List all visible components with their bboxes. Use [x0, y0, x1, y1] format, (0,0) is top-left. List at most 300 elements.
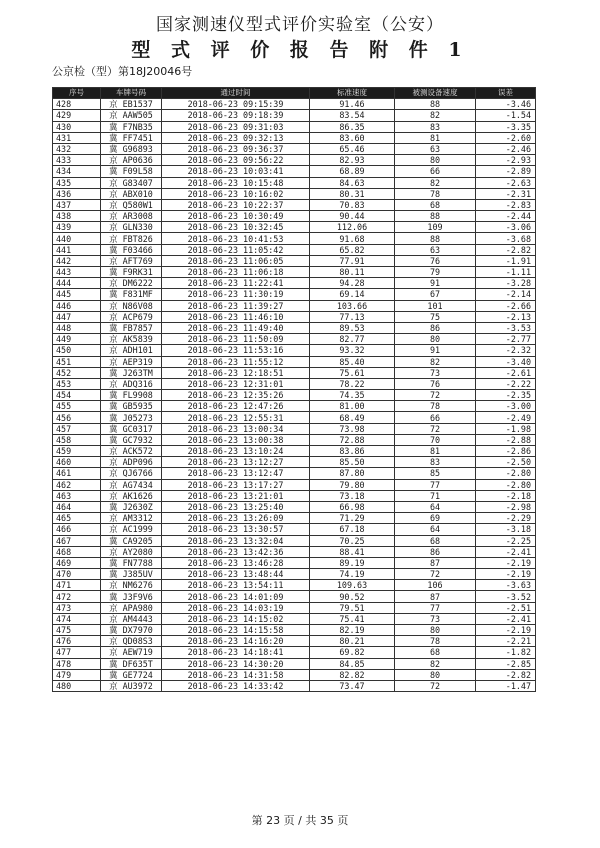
cell-measured-speed: 106 [395, 580, 476, 591]
cell-time: 2018-06-23 09:56:22 [162, 155, 310, 166]
table-row [53, 625, 536, 636]
cell-plate: 京 ABX010 [101, 188, 162, 199]
cell-standard-speed: 90.44 [310, 211, 395, 222]
cell-error: -1.54 [476, 110, 536, 121]
cell-index: 478 [53, 658, 101, 669]
cell-time: 2018-06-23 13:00:38 [162, 434, 310, 445]
table-row [53, 557, 536, 568]
cell-plate: 京 DM6222 [101, 278, 162, 289]
cell-error: -3.18 [476, 524, 536, 535]
cell-index: 445 [53, 289, 101, 300]
table-row [53, 658, 536, 669]
cell-standard-speed: 71.29 [310, 513, 395, 524]
cell-time: 2018-06-23 14:31:58 [162, 669, 310, 680]
cell-index: 455 [53, 401, 101, 412]
cell-index: 446 [53, 300, 101, 311]
document-number: 公京检（型）第18J20046号 [52, 65, 193, 78]
cell-error: -2.86 [476, 446, 536, 457]
cell-error: -2.46 [476, 143, 536, 154]
cell-index: 453 [53, 378, 101, 389]
cell-standard-speed: 84.63 [310, 177, 395, 188]
cell-plate: 京 FBT826 [101, 233, 162, 244]
cell-index: 468 [53, 546, 101, 557]
table-row [53, 211, 536, 222]
cell-index: 447 [53, 311, 101, 322]
cell-error: -2.98 [476, 501, 536, 512]
cell-measured-speed: 80 [395, 155, 476, 166]
cell-measured-speed: 109 [395, 222, 476, 233]
cell-error: -2.44 [476, 211, 536, 222]
cell-time: 2018-06-23 13:12:27 [162, 457, 310, 468]
cell-standard-speed: 73.18 [310, 490, 395, 501]
cell-plate: 冀 GB5935 [101, 401, 162, 412]
cell-plate: 冀 GC7932 [101, 434, 162, 445]
cell-time: 2018-06-23 13:12:47 [162, 468, 310, 479]
cell-measured-speed: 67 [395, 289, 476, 300]
cell-measured-speed: 80 [395, 625, 476, 636]
cell-plate: 冀 F09L58 [101, 166, 162, 177]
cell-index: 450 [53, 345, 101, 356]
cell-plate: 京 AP0636 [101, 155, 162, 166]
cell-error: -2.35 [476, 390, 536, 401]
cell-time: 2018-06-23 12:35:26 [162, 390, 310, 401]
cell-plate: 京 ACK572 [101, 446, 162, 457]
table-row [53, 132, 536, 143]
table-body [53, 99, 536, 692]
cell-index: 469 [53, 557, 101, 568]
cell-error: -1.98 [476, 423, 536, 434]
cell-measured-speed: 82 [395, 658, 476, 669]
cell-time: 2018-06-23 10:16:02 [162, 188, 310, 199]
cell-error: -2.83 [476, 199, 536, 210]
table-row [53, 423, 536, 434]
cell-standard-speed: 112.06 [310, 222, 395, 233]
cell-standard-speed: 77.13 [310, 311, 395, 322]
cell-standard-speed: 69.82 [310, 647, 395, 658]
speed-records-table [52, 87, 536, 692]
cell-standard-speed: 78.22 [310, 378, 395, 389]
cell-standard-speed: 89.53 [310, 322, 395, 333]
cell-standard-speed: 69.14 [310, 289, 395, 300]
cell-error: -2.21 [476, 636, 536, 647]
table-row [53, 177, 536, 188]
cell-measured-speed: 78 [395, 636, 476, 647]
cell-measured-speed: 78 [395, 401, 476, 412]
cell-plate: 京 G83407 [101, 177, 162, 188]
cell-time: 2018-06-23 14:15:58 [162, 625, 310, 636]
cell-measured-speed: 73 [395, 613, 476, 624]
cell-standard-speed: 91.68 [310, 233, 395, 244]
cell-measured-speed: 87 [395, 557, 476, 568]
cell-index: 472 [53, 591, 101, 602]
cell-plate: 京 Q580W1 [101, 199, 162, 210]
cell-standard-speed: 74.35 [310, 390, 395, 401]
cell-plate: 京 GLN330 [101, 222, 162, 233]
cell-standard-speed: 83.54 [310, 110, 395, 121]
cell-standard-speed: 80.31 [310, 188, 395, 199]
cell-error: -2.85 [476, 658, 536, 669]
cell-index: 473 [53, 602, 101, 613]
table-row [53, 199, 536, 210]
col-header-plate: 车牌号码 [101, 88, 162, 99]
cell-index: 454 [53, 390, 101, 401]
cell-measured-speed: 69 [395, 513, 476, 524]
cell-error: -2.51 [476, 602, 536, 613]
cell-index: 443 [53, 267, 101, 278]
cell-measured-speed: 77 [395, 602, 476, 613]
cell-standard-speed: 83.86 [310, 446, 395, 457]
cell-time: 2018-06-23 13:48:44 [162, 569, 310, 580]
cell-index: 451 [53, 356, 101, 367]
cell-error: -2.31 [476, 188, 536, 199]
cell-measured-speed: 77 [395, 479, 476, 490]
cell-measured-speed: 72 [395, 680, 476, 691]
table-row [53, 334, 536, 345]
cell-time: 2018-06-23 11:22:41 [162, 278, 310, 289]
cell-error: -2.41 [476, 546, 536, 557]
cell-plate: 京 ADH101 [101, 345, 162, 356]
cell-time: 2018-06-23 09:36:37 [162, 143, 310, 154]
table-row [53, 680, 536, 691]
cell-index: 437 [53, 199, 101, 210]
table-row [53, 524, 536, 535]
cell-index: 436 [53, 188, 101, 199]
cell-index: 460 [53, 457, 101, 468]
cell-index: 448 [53, 322, 101, 333]
cell-index: 458 [53, 434, 101, 445]
cell-time: 2018-06-23 10:03:41 [162, 166, 310, 177]
cell-error: -2.77 [476, 334, 536, 345]
table-row [53, 669, 536, 680]
cell-index: 457 [53, 423, 101, 434]
cell-error: -2.18 [476, 490, 536, 501]
cell-plate: 冀 F7NB35 [101, 121, 162, 132]
cell-measured-speed: 63 [395, 143, 476, 154]
cell-time: 2018-06-23 10:22:37 [162, 199, 310, 210]
cell-time: 2018-06-23 10:30:49 [162, 211, 310, 222]
table-row [53, 155, 536, 166]
cell-plate: 京 AU3972 [101, 680, 162, 691]
cell-measured-speed: 70 [395, 434, 476, 445]
cell-plate: 京 AY2080 [101, 546, 162, 557]
table-row [53, 99, 536, 110]
cell-plate: 京 ADQ316 [101, 378, 162, 389]
cell-standard-speed: 80.21 [310, 636, 395, 647]
table-row [53, 501, 536, 512]
table-row [53, 278, 536, 289]
table-row [53, 322, 536, 333]
cell-standard-speed: 75.41 [310, 613, 395, 624]
cell-standard-speed: 72.88 [310, 434, 395, 445]
cell-standard-speed: 85.50 [310, 457, 395, 468]
cell-index: 432 [53, 143, 101, 154]
cell-index: 444 [53, 278, 101, 289]
cell-time: 2018-06-23 13:26:09 [162, 513, 310, 524]
cell-plate: 冀 CA9205 [101, 535, 162, 546]
table-row [53, 110, 536, 121]
cell-measured-speed: 72 [395, 569, 476, 580]
cell-measured-speed: 78 [395, 188, 476, 199]
cell-error: -1.91 [476, 255, 536, 266]
cell-standard-speed: 65.82 [310, 244, 395, 255]
cell-measured-speed: 76 [395, 378, 476, 389]
cell-measured-speed: 72 [395, 423, 476, 434]
cell-standard-speed: 89.19 [310, 557, 395, 568]
cell-time: 2018-06-23 13:30:57 [162, 524, 310, 535]
cell-plate: 京 APA980 [101, 602, 162, 613]
cell-measured-speed: 68 [395, 199, 476, 210]
cell-time: 2018-06-23 13:10:24 [162, 446, 310, 457]
cell-time: 2018-06-23 14:18:41 [162, 647, 310, 658]
cell-measured-speed: 80 [395, 334, 476, 345]
cell-standard-speed: 85.40 [310, 356, 395, 367]
table-row [53, 222, 536, 233]
cell-error: -2.93 [476, 155, 536, 166]
cell-time: 2018-06-23 09:31:03 [162, 121, 310, 132]
cell-index: 434 [53, 166, 101, 177]
cell-measured-speed: 81 [395, 132, 476, 143]
table-row [53, 233, 536, 244]
table-header-row [53, 88, 536, 99]
cell-measured-speed: 91 [395, 278, 476, 289]
cell-measured-speed: 75 [395, 311, 476, 322]
cell-measured-speed: 88 [395, 233, 476, 244]
cell-index: 467 [53, 535, 101, 546]
col-header-index: 序号 [53, 88, 101, 99]
cell-measured-speed: 81 [395, 446, 476, 457]
cell-time: 2018-06-23 12:31:01 [162, 378, 310, 389]
cell-standard-speed: 81.00 [310, 401, 395, 412]
cell-standard-speed: 83.60 [310, 132, 395, 143]
cell-measured-speed: 66 [395, 412, 476, 423]
cell-error: -3.63 [476, 580, 536, 591]
cell-time: 2018-06-23 13:46:28 [162, 557, 310, 568]
cell-time: 2018-06-23 13:54:11 [162, 580, 310, 591]
cell-error: -3.06 [476, 222, 536, 233]
page-footer: 第 23 页 / 共 35 页 [251, 814, 349, 827]
cell-time: 2018-06-23 10:32:45 [162, 222, 310, 233]
cell-error: -2.63 [476, 177, 536, 188]
cell-standard-speed: 109.63 [310, 580, 395, 591]
cell-measured-speed: 85 [395, 468, 476, 479]
cell-measured-speed: 91 [395, 345, 476, 356]
cell-standard-speed: 88.41 [310, 546, 395, 557]
table-row [53, 267, 536, 278]
cell-error: -2.13 [476, 311, 536, 322]
col-header-measured-speed: 被测设备速度 [395, 88, 476, 99]
cell-time: 2018-06-23 11:06:05 [162, 255, 310, 266]
cell-time: 2018-06-23 13:42:36 [162, 546, 310, 557]
cell-index: 480 [53, 680, 101, 691]
cell-time: 2018-06-23 13:25:40 [162, 501, 310, 512]
cell-plate: 京 QJ6766 [101, 468, 162, 479]
cell-error: -2.41 [476, 613, 536, 624]
cell-error: -2.61 [476, 367, 536, 378]
cell-error: -1.82 [476, 647, 536, 658]
cell-time: 2018-06-23 10:15:48 [162, 177, 310, 188]
table-row [53, 636, 536, 647]
cell-standard-speed: 87.80 [310, 468, 395, 479]
cell-plate: 冀 J05273 [101, 412, 162, 423]
table-row [53, 166, 536, 177]
table-row [53, 513, 536, 524]
cell-index: 470 [53, 569, 101, 580]
cell-plate: 冀 J3F9V6 [101, 591, 162, 602]
cell-error: -3.00 [476, 401, 536, 412]
cell-index: 471 [53, 580, 101, 591]
cell-plate: 冀 F831MF [101, 289, 162, 300]
table-row [53, 591, 536, 602]
cell-time: 2018-06-23 14:16:20 [162, 636, 310, 647]
cell-error: -2.22 [476, 378, 536, 389]
cell-plate: 冀 FF7451 [101, 132, 162, 143]
cell-error: -3.46 [476, 99, 536, 110]
cell-time: 2018-06-23 11:55:12 [162, 356, 310, 367]
cell-plate: 京 QD08S3 [101, 636, 162, 647]
cell-error: -3.52 [476, 591, 536, 602]
cell-time: 2018-06-23 11:39:27 [162, 300, 310, 311]
cell-index: 464 [53, 501, 101, 512]
cell-plate: 京 EB1537 [101, 99, 162, 110]
cell-measured-speed: 64 [395, 501, 476, 512]
cell-plate: 京 N86V08 [101, 300, 162, 311]
cell-time: 2018-06-23 14:30:20 [162, 658, 310, 669]
cell-standard-speed: 103.66 [310, 300, 395, 311]
cell-index: 439 [53, 222, 101, 233]
table-row [53, 244, 536, 255]
table-row [53, 446, 536, 457]
cell-measured-speed: 88 [395, 99, 476, 110]
cell-plate: 京 NM6276 [101, 580, 162, 591]
cell-plate: 冀 J263TM [101, 367, 162, 378]
cell-time: 2018-06-23 13:00:34 [162, 423, 310, 434]
cell-plate: 冀 FL9908 [101, 390, 162, 401]
cell-plate: 京 AM3312 [101, 513, 162, 524]
cell-error: -1.11 [476, 267, 536, 278]
col-header-standard-speed: 标准速度 [310, 88, 395, 99]
cell-measured-speed: 79 [395, 267, 476, 278]
table-row [53, 188, 536, 199]
cell-standard-speed: 82.82 [310, 669, 395, 680]
cell-index: 431 [53, 132, 101, 143]
cell-standard-speed: 73.98 [310, 423, 395, 434]
cell-index: 440 [53, 233, 101, 244]
cell-index: 474 [53, 613, 101, 624]
table-row [53, 300, 536, 311]
cell-time: 2018-06-23 09:32:13 [162, 132, 310, 143]
cell-time: 2018-06-23 12:55:31 [162, 412, 310, 423]
cell-plate: 京 AK5839 [101, 334, 162, 345]
cell-standard-speed: 77.91 [310, 255, 395, 266]
cell-standard-speed: 93.32 [310, 345, 395, 356]
cell-plate: 冀 G96893 [101, 143, 162, 154]
cell-error: -1.47 [476, 680, 536, 691]
cell-index: 438 [53, 211, 101, 222]
cell-standard-speed: 79.51 [310, 602, 395, 613]
cell-standard-speed: 68.49 [310, 412, 395, 423]
cell-measured-speed: 82 [395, 356, 476, 367]
cell-plate: 京 AC1999 [101, 524, 162, 535]
table-row [53, 401, 536, 412]
cell-time: 2018-06-23 13:17:27 [162, 479, 310, 490]
cell-plate: 京 AK1626 [101, 490, 162, 501]
table-row [53, 289, 536, 300]
cell-plate: 冀 DF635T [101, 658, 162, 669]
cell-index: 433 [53, 155, 101, 166]
cell-standard-speed: 82.19 [310, 625, 395, 636]
table-row [53, 311, 536, 322]
cell-error: -3.35 [476, 121, 536, 132]
cell-standard-speed: 94.28 [310, 278, 395, 289]
table-row [53, 490, 536, 501]
table-row [53, 434, 536, 445]
cell-standard-speed: 66.98 [310, 501, 395, 512]
cell-index: 479 [53, 669, 101, 680]
cell-measured-speed: 83 [395, 121, 476, 132]
cell-standard-speed: 67.18 [310, 524, 395, 535]
cell-plate: 京 AFT769 [101, 255, 162, 266]
cell-index: 462 [53, 479, 101, 490]
cell-index: 456 [53, 412, 101, 423]
cell-standard-speed: 79.80 [310, 479, 395, 490]
cell-index: 428 [53, 99, 101, 110]
cell-plate: 京 AM4443 [101, 613, 162, 624]
cell-plate: 冀 F03466 [101, 244, 162, 255]
cell-error: -3.68 [476, 233, 536, 244]
report-subtitle: 型 式 评 价 报 告 附 件 1 [131, 39, 469, 61]
cell-time: 2018-06-23 10:41:53 [162, 233, 310, 244]
cell-standard-speed: 75.61 [310, 367, 395, 378]
cell-error: -2.82 [476, 669, 536, 680]
table-row [53, 580, 536, 591]
cell-measured-speed: 86 [395, 546, 476, 557]
cell-error: -2.82 [476, 244, 536, 255]
cell-standard-speed: 73.47 [310, 680, 395, 691]
cell-measured-speed: 72 [395, 390, 476, 401]
cell-measured-speed: 88 [395, 211, 476, 222]
cell-standard-speed: 82.93 [310, 155, 395, 166]
cell-index: 429 [53, 110, 101, 121]
table-row [53, 412, 536, 423]
cell-error: -2.14 [476, 289, 536, 300]
table-row [53, 356, 536, 367]
cell-error: -2.19 [476, 625, 536, 636]
cell-standard-speed: 86.35 [310, 121, 395, 132]
cell-measured-speed: 83 [395, 457, 476, 468]
cell-time: 2018-06-23 11:46:10 [162, 311, 310, 322]
cell-error: -2.80 [476, 479, 536, 490]
cell-plate: 京 AG7434 [101, 479, 162, 490]
cell-time: 2018-06-23 12:18:51 [162, 367, 310, 378]
cell-plate: 冀 J385UV [101, 569, 162, 580]
cell-measured-speed: 68 [395, 647, 476, 658]
table-row [53, 121, 536, 132]
cell-standard-speed: 68.89 [310, 166, 395, 177]
cell-index: 452 [53, 367, 101, 378]
cell-standard-speed: 70.83 [310, 199, 395, 210]
table-row [53, 457, 536, 468]
cell-standard-speed: 82.77 [310, 334, 395, 345]
table-row [53, 468, 536, 479]
cell-time: 2018-06-23 11:50:09 [162, 334, 310, 345]
cell-index: 475 [53, 625, 101, 636]
cell-plate: 冀 F9RK31 [101, 267, 162, 278]
cell-standard-speed: 65.46 [310, 143, 395, 154]
cell-measured-speed: 66 [395, 166, 476, 177]
cell-measured-speed: 82 [395, 177, 476, 188]
table-row [53, 367, 536, 378]
table-row [53, 390, 536, 401]
